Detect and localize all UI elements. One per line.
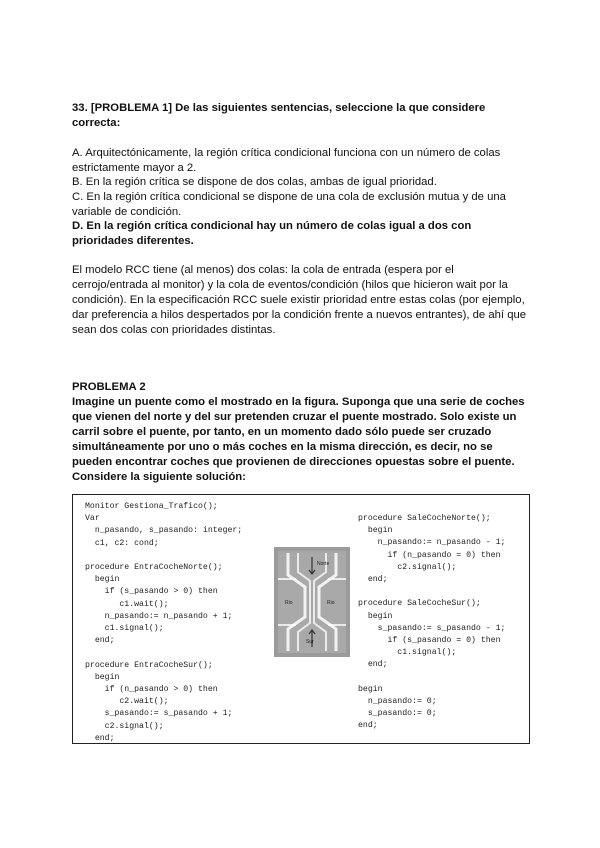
option-b: B. En la región crítica se dispone de dos colas, ambas de igual prioridad.: [72, 176, 437, 188]
explanation-paragraph: El modelo RCC tiene (al menos) dos colas: la cola de entrada (espera por el cerrojo/entrada al monitor) y la cola de eventos/condición (hilos que hicieron wait por la condición). En la especificación RCC suele existir prioridad entre estas colas (por ejemplo, dar preferencia a hilos despertados por la condición frente a nuevos entrantes), de ahí que sean dos colas con prioridades distintas.: [72, 264, 527, 336]
bridge-river-right-label: Rio: [327, 600, 335, 606]
code-figure: [72, 494, 530, 744]
bridge-photo: [274, 547, 350, 657]
option-a: A. Arquitectónicamente, la región crítica condicional funciona con un número de colas estrictamente mayor a 2.: [72, 147, 501, 174]
bridge-south-label: Sur: [306, 639, 314, 645]
bridge-north-label: Norte: [317, 561, 330, 567]
option-c: C. En la región crítica condicional se dispone de una cola de exclusión mutua y de una variable de condición.: [72, 191, 506, 218]
code-block-left: Monitor Gestiona_Trafico(); Var n_pasando, s_pasando: integer; c1, c2: cond; procedure EntraCocheNorte(); begin if (s_pasando > 0) then c1.wait(); n_pasando:= n_pasando + 1; c1.signal(); end; procedure EntraCocheSur(); begin if (n_pasando > 0) then c2.wait(); s_pasando:= s_pasando + 1; c2.signal(); end;: [85, 502, 243, 743]
bridge-river-left-label: Rio: [285, 600, 293, 606]
option-d-correct: D. En la región crítica condicional hay un número de colas igual a dos con prioridades diferentes.: [72, 220, 472, 247]
code-block-right: procedure SaleCocheNorte(); begin n_pasando:= n_pasando - 1; if (n_pasando = 0) then c2.signal(); end; procedure SaleCocheSur(); begin s_pasando:= s_pasando - 1; if (s_pasando = 0) then c1.signal(); end; begin n_pasando:= 0; s_pasando:= 0; end;: [358, 514, 506, 731]
problem1-title: 33. [PROBLEMA 1] De las siguientes sentencias, seleccione la que considere correcta:: [72, 102, 486, 129]
problem2-heading: PROBLEMA 2: [72, 381, 146, 393]
problem2-statement: Imagine un puente como el mostrado en la figura. Suponga que una serie de coches que vienen del norte y del sur pretenden cruzar el puente mostrado. Solo existe un carril sobre el puente, por tanto, en un momento dado sólo puede ser cruzado simultáneamente por uno o más coches en la misma dirección, es decir, no se pueden encontrar coches que provienen de direcciones opuestas sobre el puente. Considere la siguiente solución:: [72, 396, 525, 483]
bridge-diagram: [274, 547, 350, 657]
